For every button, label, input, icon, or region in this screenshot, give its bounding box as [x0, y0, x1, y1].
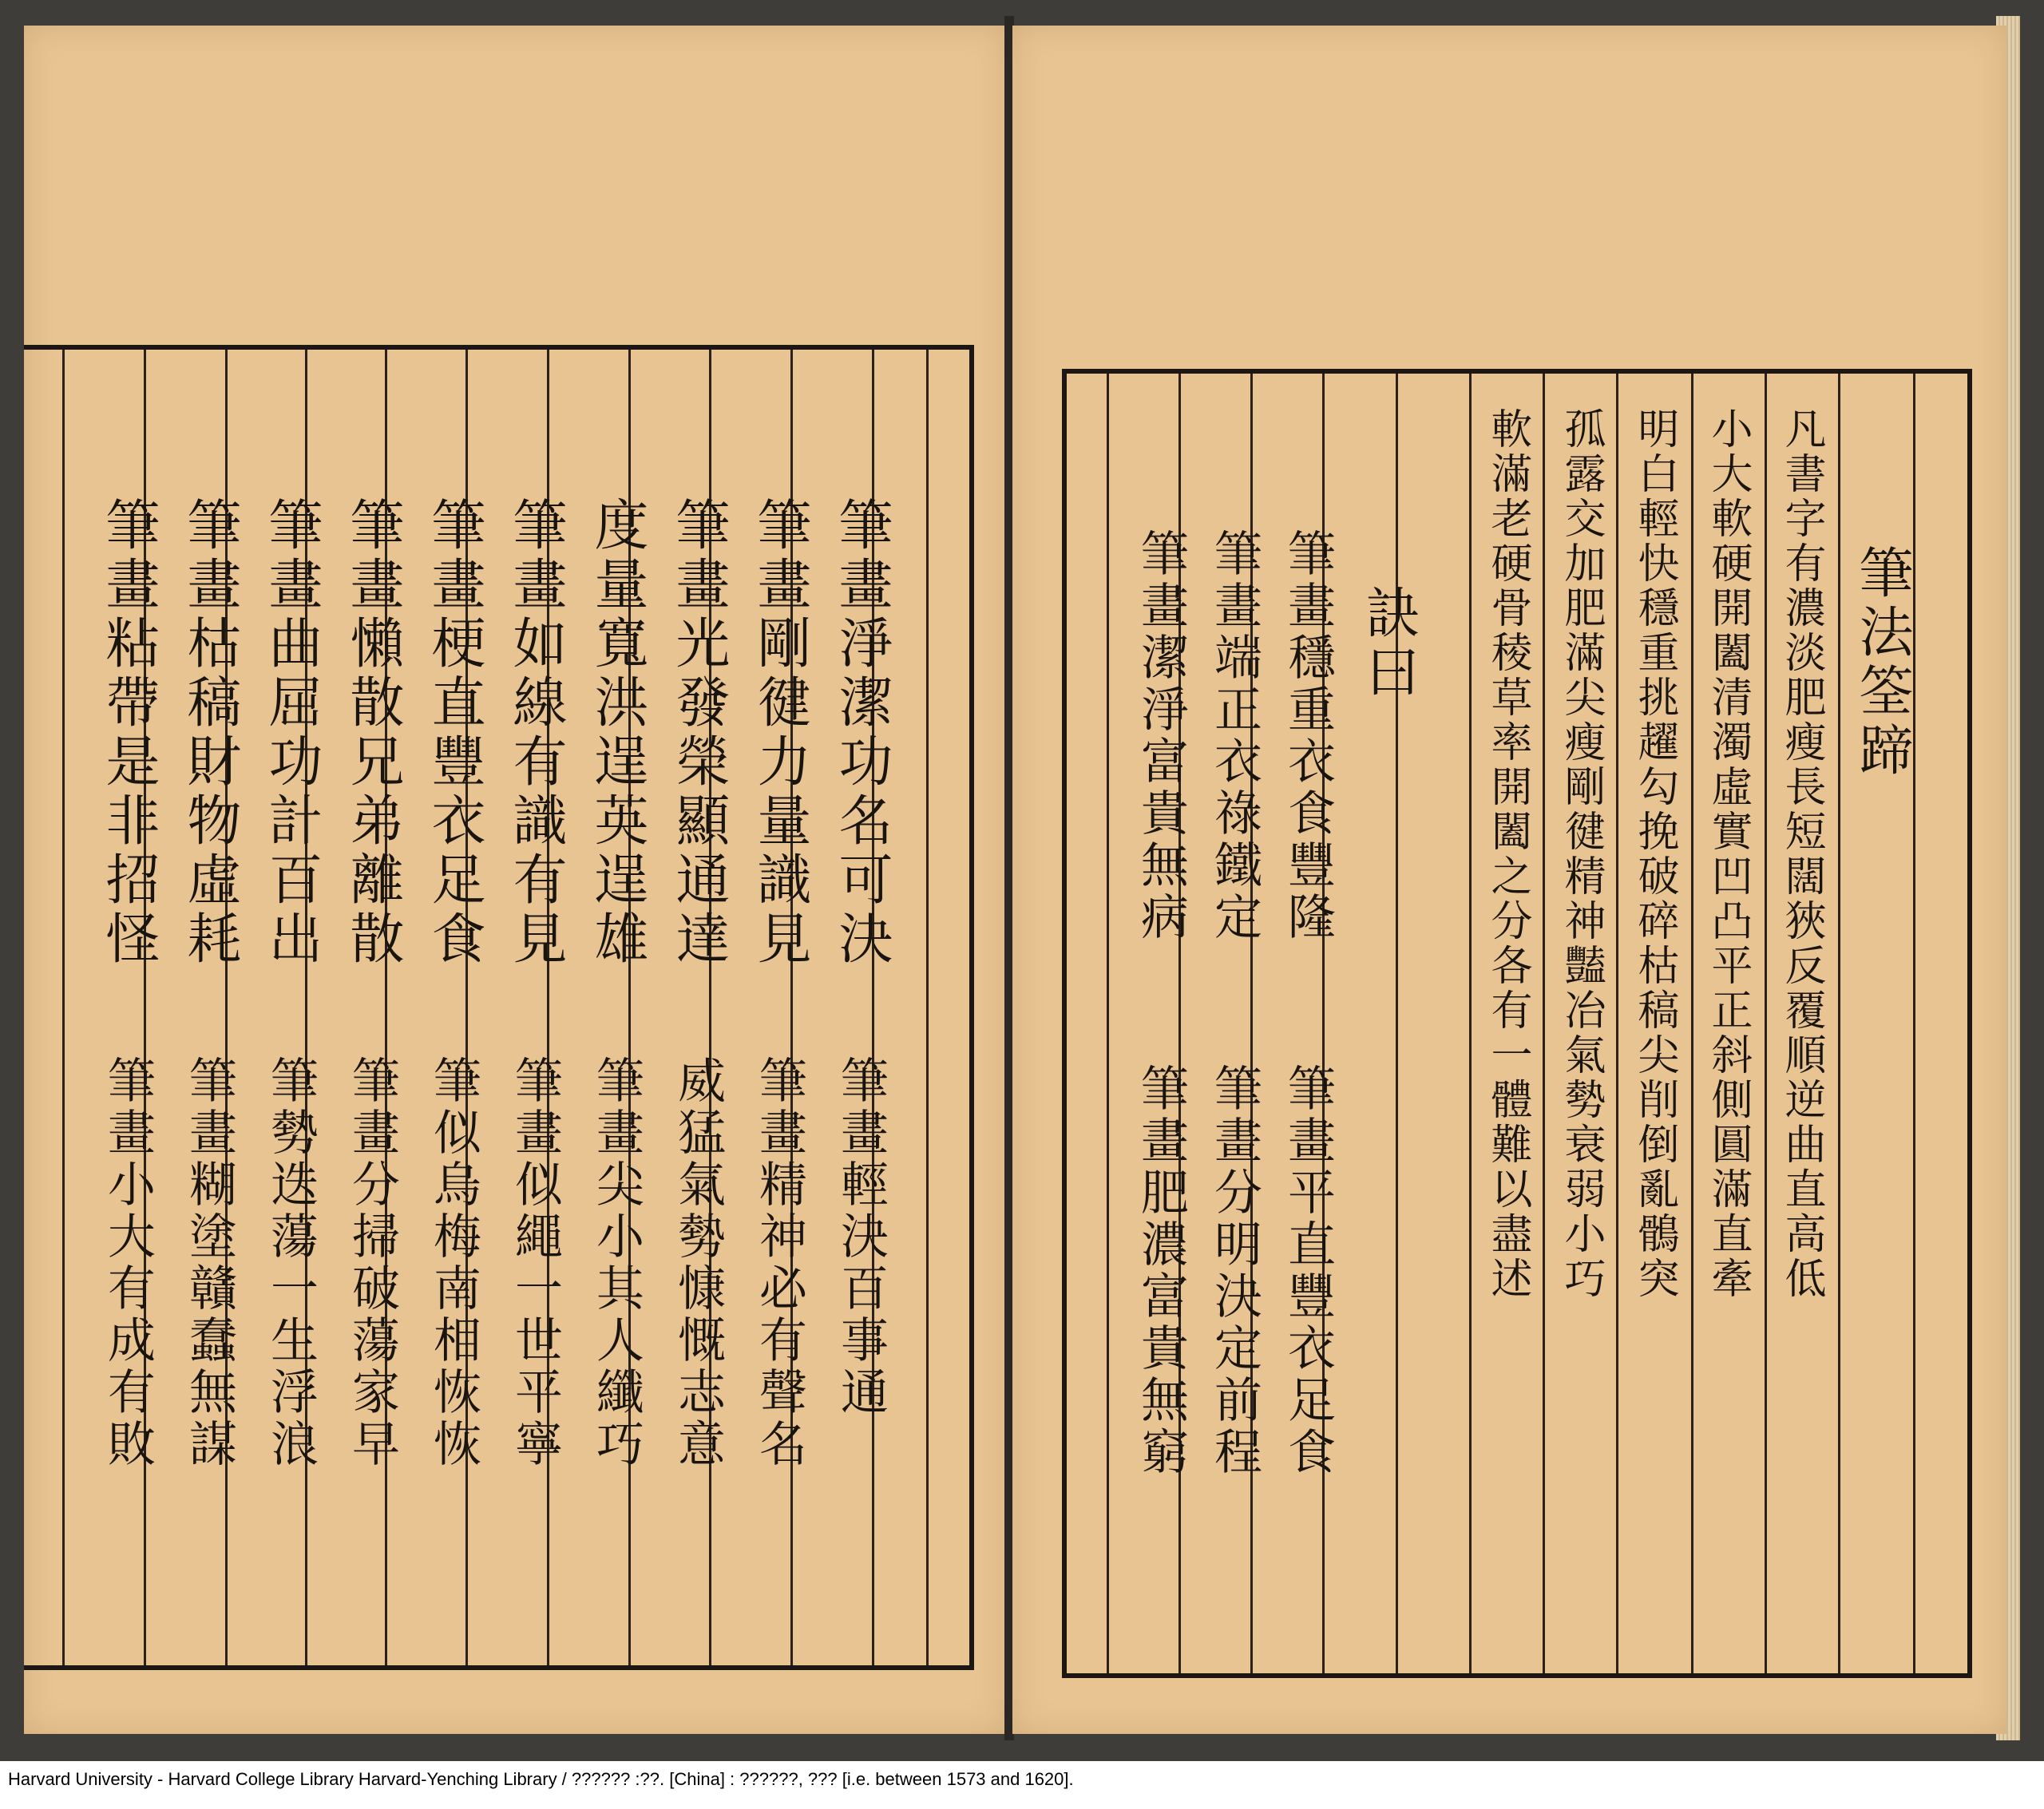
left-upper-col-10: 筆畫粘帶是非招怪 — [97, 497, 160, 969]
verse-lower-col-2: 筆畫分明決定前程 — [1206, 1063, 1262, 1478]
left-lower-col-9: 筆畫糊塗贛蠢無謀 — [181, 1055, 237, 1471]
verse-upper-col-2: 筆畫端正衣祿鐵定 — [1206, 528, 1262, 944]
left-lower-col-1: 筆畫輕決百事通 — [833, 1055, 889, 1419]
left-lower-col-3: 威猛氣勢慷慨志意 — [670, 1055, 726, 1471]
left-page — [24, 26, 1006, 1734]
formula-label: 訣曰 — [1357, 584, 1420, 703]
left-lower-col-6: 筆似烏梅南相恢恢 — [426, 1055, 481, 1471]
left-upper-col-9: 筆畫枯稿財物虛耗 — [178, 497, 241, 969]
verse-lower-col-3: 筆畫肥濃富貴無窮 — [1133, 1063, 1189, 1478]
left-upper-col-7: 筆畫懶散兄弟離散 — [341, 497, 404, 969]
right-body-col-1: 凡書字有濃淡肥瘦長短闊狹反覆順逆曲直高低 — [1777, 407, 1825, 1301]
verse-upper-col-1: 筆畫穩重衣食豐隆 — [1280, 528, 1336, 944]
left-lower-col-8: 筆勢迭蕩一生浮浪 — [263, 1055, 319, 1471]
right-body-col-4: 孤露交加肥滿尖瘦剛徤精神豔冶氣勢衰弱小巧 — [1557, 407, 1605, 1301]
left-upper-col-4: 度量寬洪逞英逞雄 — [585, 497, 648, 969]
verse-lower-col-1: 筆畫平直豐衣足食 — [1280, 1063, 1336, 1478]
left-upper-col-8: 筆畫曲屈功計百出 — [259, 497, 323, 969]
left-lower-col-5: 筆畫似繩一世平寧 — [507, 1055, 563, 1471]
left-upper-col-6: 筆畫梗直豐衣足食 — [422, 497, 485, 969]
left-upper-col-2: 筆畫剛徤力量識見 — [748, 497, 811, 969]
left-upper-col-1: 筆畫淨潔功名可決 — [830, 497, 893, 969]
left-upper-col-3: 筆畫光發榮顯通達 — [667, 497, 730, 969]
right-body-col-5: 軟滿老硬骨稜草率開闔之分各有一體難以盡述 — [1483, 407, 1531, 1301]
right-body-col-3: 明白輕快穩重挑趯勾挽破碎枯稿尖削倒亂鶻突 — [1630, 407, 1678, 1301]
left-lower-col-10: 筆畫小大有成有敗 — [100, 1055, 156, 1471]
right-body-col-2: 小大軟硬開闔清濁虛實凹凸平正斜側圓滿直牽 — [1704, 407, 1752, 1301]
library-caption: Harvard University - Harvard College Library Harvard-Yenching Library / ?????? :??. [China] : ??????, ??? [i.e. between 1573 and 1620]. — [8, 1769, 1074, 1789]
left-upper-col-5: 筆畫如線有識有見 — [504, 497, 567, 969]
verse-upper-col-3: 筆畫潔淨富貴無病 — [1133, 528, 1189, 944]
left-lower-col-7: 筆畫分掃破蕩家早 — [344, 1055, 400, 1471]
left-lower-col-4: 筆畫尖小其人纖巧 — [588, 1055, 644, 1471]
section-heading: 筆法筌蹄 — [1850, 544, 1913, 781]
left-lower-col-2: 筆畫精神必有聲名 — [751, 1055, 807, 1471]
right-page — [1012, 26, 2006, 1734]
